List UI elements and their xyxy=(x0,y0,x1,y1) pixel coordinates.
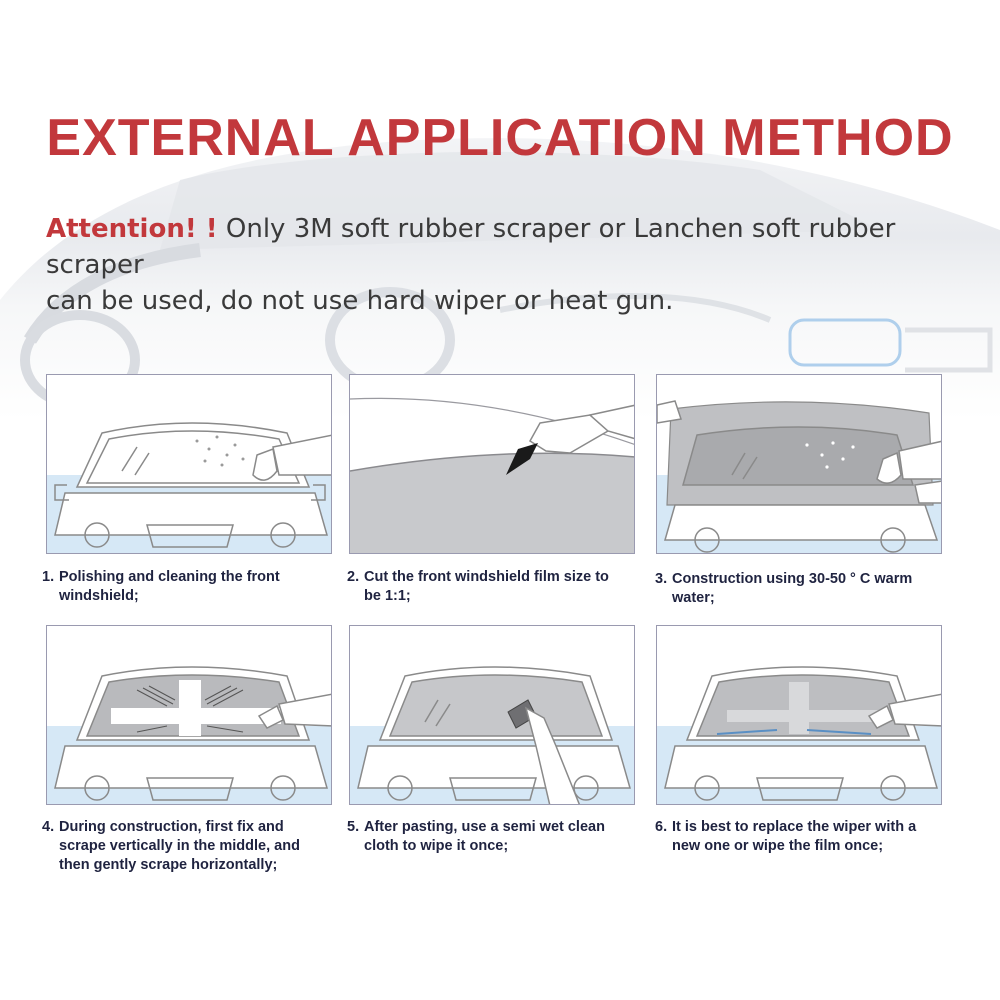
step-2-illustration xyxy=(349,374,635,554)
step-5-caption: 5. After pasting, use a semi wet clean cloth to wipe it once; xyxy=(347,819,605,854)
page-title: EXTERNAL APPLICATION METHOD xyxy=(46,109,954,167)
step-3-caption: 3. Construction using 30-50 ° C warm water; xyxy=(655,571,913,606)
step-6-illustration xyxy=(656,625,942,805)
step-3-illustration xyxy=(656,374,942,554)
attention-notice xyxy=(46,211,976,319)
step-6-caption: 6. It is best to replace the wiper with a new one or wipe the film once; xyxy=(655,819,917,854)
attention-label: Attention! ! xyxy=(46,214,218,244)
step-5-illustration xyxy=(349,625,635,805)
step-2-caption: 2. Cut the front windshield film size to be 1:1; xyxy=(347,569,609,604)
step-4-caption: 4. During construction, first fix and scrape vertically in the middle, and then gently scrape horizontally; xyxy=(42,819,300,873)
attention-text-line1: Only 3M soft rubber scraper or Lanchen soft rubber scraper xyxy=(46,214,896,280)
step-1-caption: 1. Polishing and cleaning the front windshield; xyxy=(42,569,280,604)
step-1-illustration xyxy=(46,374,332,554)
step-4-illustration xyxy=(46,625,332,805)
attention-text-line2: can be used, do not use hard wiper or heat gun. xyxy=(46,286,674,316)
